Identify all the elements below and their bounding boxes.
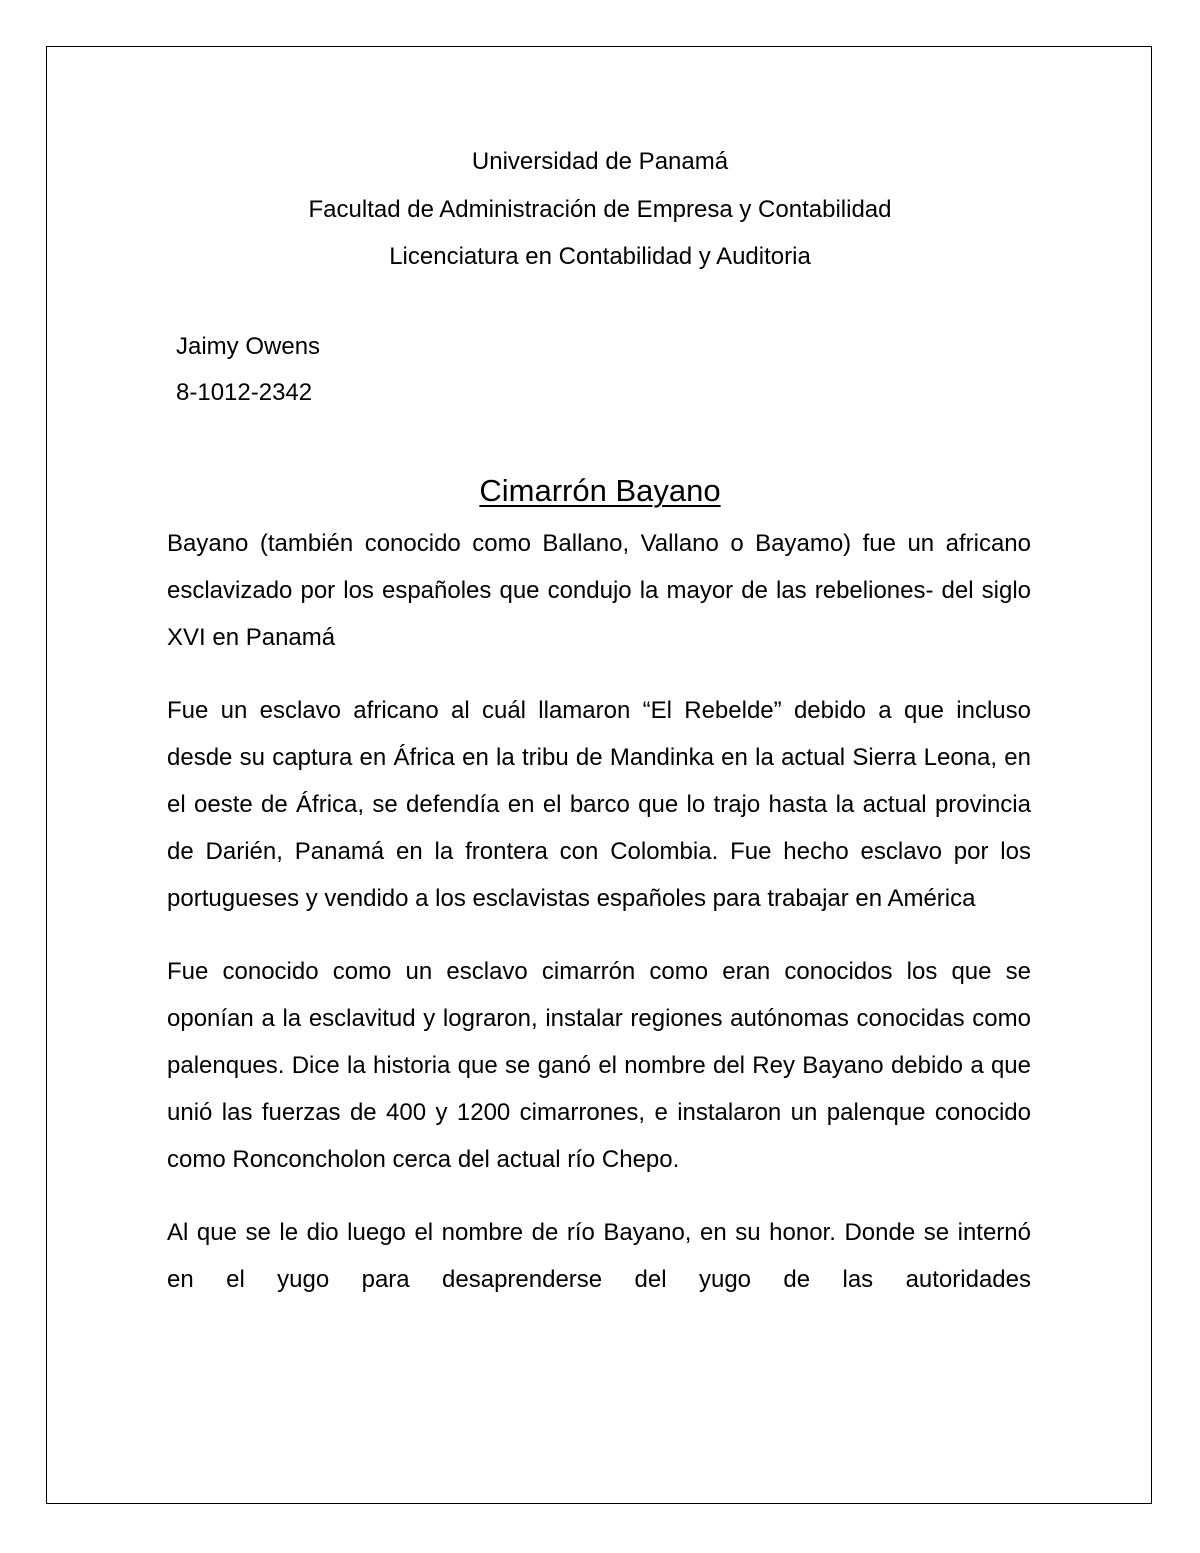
faculty-name: Facultad de Administración de Empresa y Contabilidad [308, 195, 892, 223]
paragraph: Bayano (también conocido como Ballano, Vallano o Bayamo) fue un africano esclavizado por los españoles que condujo la mayor de las rebeliones- del siglo XVI en Panamá [167, 530, 1031, 651]
document-title: Cimarrón Bayano [479, 473, 721, 508]
author-id-number: 8-1012-2342 [176, 379, 313, 406]
paragraph: Fue un esclavo africano al cuál llamaron “El Rebelde” debido a que incluso desde su captura en África en la tribu de Mandinka en la actual Sierra Leona, en el oeste de África, se defendía en el barco que lo trajo hasta la actual provincia de Darién, Panamá en la frontera con Colombia. Fue hecho esclavo por los portugueses y vendido a los esclavistas españoles para trabajar en América [167, 697, 1031, 912]
document-header [0, 138, 1200, 281]
author-block [176, 324, 320, 416]
degree-name: Licenciatura en Contabilidad y Auditoria [389, 243, 811, 270]
university-name: Universidad de Panamá [471, 148, 729, 175]
paragraph: Al que se le dio luego el nombre de río Bayano, en su honor. Donde se internó en el yugo para desaprenderse del yugo de las autoridades [167, 1219, 1031, 1294]
paragraph: Fue conocido como un esclavo cimarrón como eran conocidos los que se oponían a la esclavitud y lograron, instalar regiones autónomas conocidas como palenques. Dice la historia que se ganó el nombre del Rey Bayano debido a que unió las fuerzas de 400 y 1200 cimarrones, e instalaron un palenque conocido como Ronconcholon cerca del actual río Chepo. [167, 958, 1031, 1173]
document-body [167, 521, 1031, 1331]
author-name: Jaimy Owens [176, 333, 321, 360]
